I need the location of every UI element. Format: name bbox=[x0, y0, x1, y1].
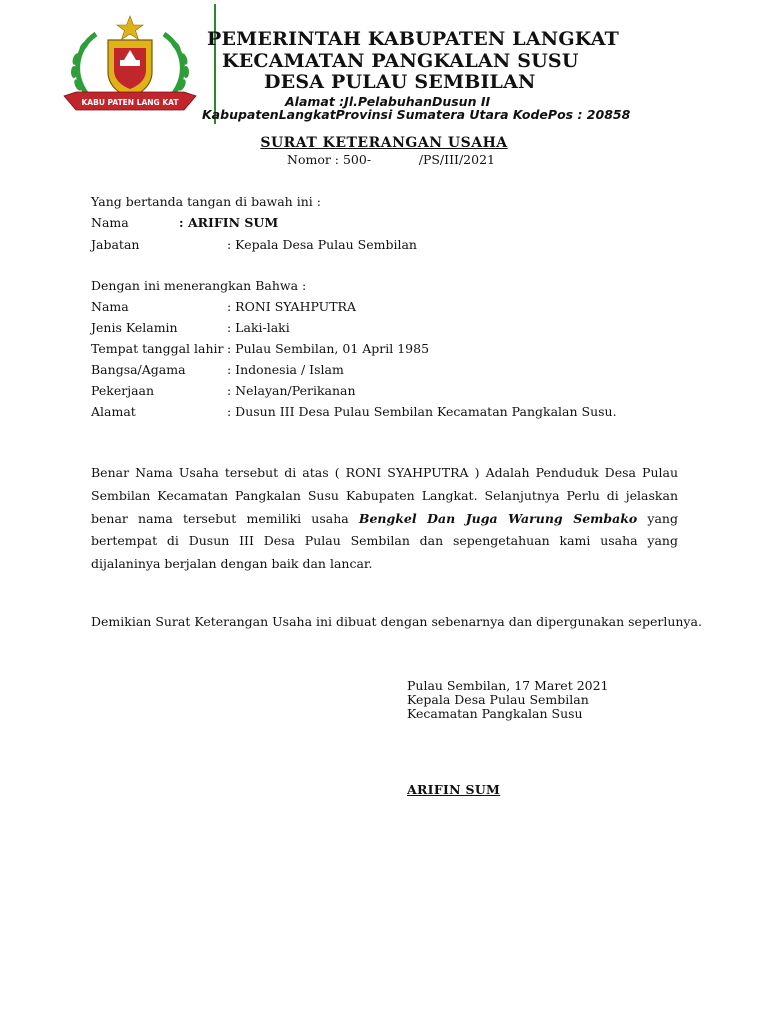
field-label: Bangsa/Agama bbox=[91, 362, 186, 377]
subject-row-occupation bbox=[91, 383, 356, 398]
field-label: Tempat tanggal lahir bbox=[91, 341, 224, 356]
document-number: Nomor : 500- /PS/III/2021 bbox=[287, 152, 495, 167]
header-district: KECAMATAN PANGKALAN SUSU bbox=[222, 50, 579, 72]
field-value: : Nelayan/Perikanan bbox=[227, 383, 356, 398]
field-label: Alamat bbox=[91, 404, 136, 419]
field-value: : ARIFIN SUM bbox=[179, 215, 279, 230]
business-name: Bengkel Dan Juga Warung Sembako bbox=[358, 510, 638, 526]
field-label: Jenis Kelamin bbox=[91, 320, 178, 335]
field-value: : Indonesia / Islam bbox=[227, 362, 344, 377]
header-village: DESA PULAU SEMBILAN bbox=[264, 71, 536, 93]
field-label: Jabatan bbox=[91, 237, 140, 252]
field-value: : Kepala Desa Pulau Sembilan bbox=[227, 237, 417, 252]
subject-row-address bbox=[91, 404, 617, 419]
subject-row-birth bbox=[91, 341, 429, 356]
closing-statement: Demikian Surat Keterangan Usaha ini dibuat dengan sebenarnya dan dipergunakan seperlunya. bbox=[91, 614, 702, 629]
signer-name: ARIFIN SUM bbox=[407, 782, 501, 797]
header-address-line1: Alamat :Jl.PelabuhanDusun II bbox=[285, 94, 491, 109]
signature-district: Kecamatan Pangkalan Susu bbox=[407, 706, 583, 721]
subject-row-name bbox=[91, 299, 356, 314]
signatory-row-position bbox=[91, 237, 417, 252]
document-title: SURAT KETERANGAN USAHA bbox=[260, 135, 508, 151]
field-label: Nama bbox=[91, 215, 129, 230]
header-divider-line bbox=[214, 4, 216, 124]
logo-ribbon-text: KABU PATEN LANG KAT bbox=[81, 98, 179, 107]
header-address-line2: KabupatenLangkatProvinsi Sumatera Utara KodePos : 20858 bbox=[202, 107, 631, 122]
field-value: : Laki-laki bbox=[227, 320, 290, 335]
subject-intro: Dengan ini menerangkan Bahwa : bbox=[91, 278, 307, 293]
field-label: Nama bbox=[91, 299, 129, 314]
field-value: : Dusun III Desa Pulau Sembilan Kecamatan Pangkalan Susu. bbox=[227, 404, 617, 419]
body-paragraph: Benar Nama Usaha tersebut di atas ( RONI SYAHPUTRA ) Adalah Penduduk Desa Pulau Sembilan Kecamatan Pangkalan Susu Kabupaten Langkat. Selanjutnya Perlu di jelaskan benar nama tersebut memiliki usaha Bengkel Dan Juga Warung Sembako yang bertempat di Dusun III Desa Pulau Sembilan dan sepengetahuan kami usaha yang dijalaninya berjalan dengan baik dan lancar. bbox=[91, 465, 678, 572]
header-government: PEMERINTAH KABUPATEN LANGKAT bbox=[207, 28, 619, 50]
field-label: Pekerjaan bbox=[91, 383, 155, 398]
signatory-intro: Yang bertanda tangan di bawah ini : bbox=[91, 194, 321, 209]
subject-row-gender bbox=[91, 320, 290, 335]
subject-row-nationality-religion bbox=[91, 362, 344, 377]
signatory-row-name bbox=[91, 215, 278, 230]
field-value: : Pulau Sembilan, 01 April 1985 bbox=[227, 341, 430, 356]
signature-position: Kepala Desa Pulau Sembilan bbox=[407, 692, 589, 707]
signature-place-date: Pulau Sembilan, 17 Maret 2021 bbox=[407, 678, 609, 693]
district-emblem-logo bbox=[56, 14, 206, 114]
field-value: : RONI SYAHPUTRA bbox=[227, 299, 356, 314]
